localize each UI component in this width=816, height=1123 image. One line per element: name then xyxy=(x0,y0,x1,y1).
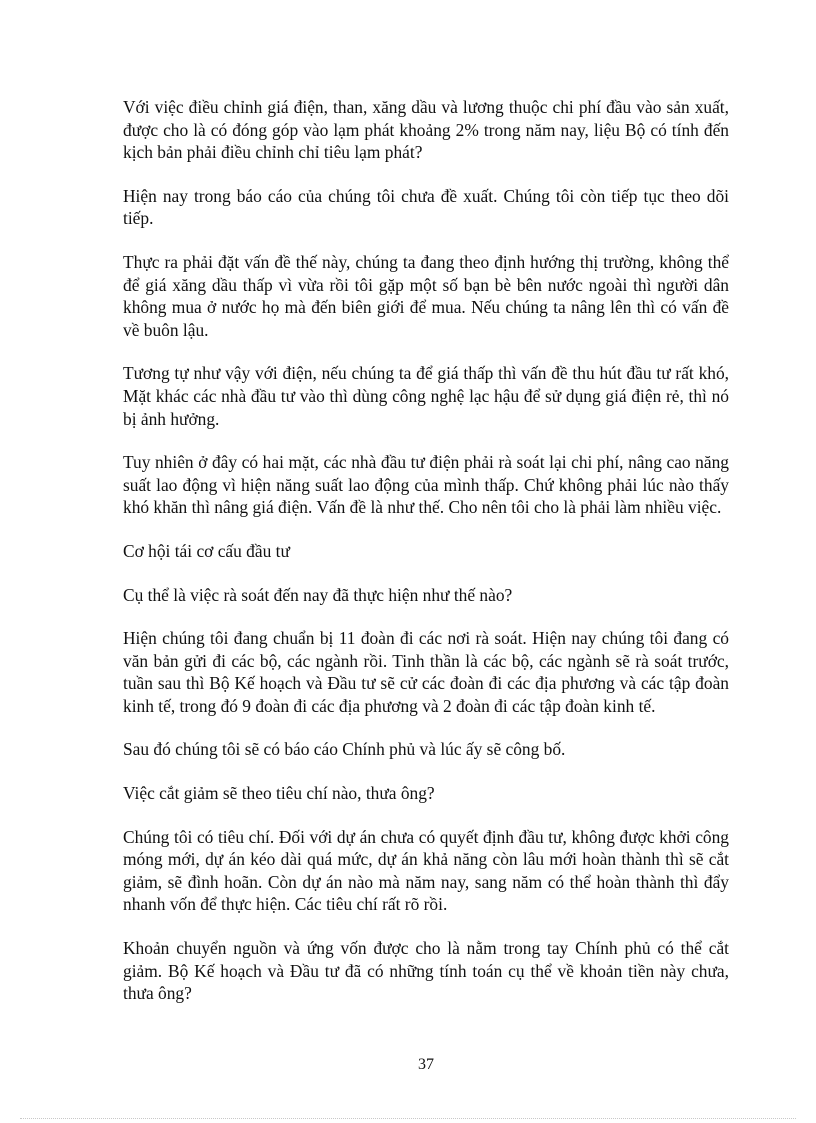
paragraph-electricity-price: Tương tự như vậy với điện, nếu chúng ta để giá thấp thì vấn đề thu hút đầu tư rất khó, Mặt khác các nhà đầu tư vào thì dùng công nghệ lạc hậu để sử dụng giá điện rẻ, thì nó bị ảnh hưởng. xyxy=(123,363,729,429)
paragraph-question-review: Cụ thể là việc rà soát đến nay đã thực hiện như thế nào? xyxy=(123,584,513,605)
paragraph-question-criteria: Việc cắt giảm sẽ theo tiêu chí nào, thưa ông? xyxy=(123,783,435,804)
section-heading-restructuring: Cơ hội tái cơ cấu đầu tư xyxy=(123,540,290,561)
paragraph-market-orientation: Thực ra phải đặt vấn đề thế này, chúng ta đang theo định hướng thị trường, không thể để giá xăng dầu thấp vì vừa rồi tôi gặp một số bạn bè bên nước ngoài thì người dân không mua ở nước họ mà đến biên giới để mua. Nếu chúng ta nâng lên thì có vấn đề về buôn lậu. xyxy=(123,251,729,340)
paragraph-question-funding: Khoản chuyển nguồn và ứng vốn được cho là nằm trong tay Chính phủ có thể cắt giảm. Bộ Kế hoạch và Đầu tư đã có những tính toán cụ thể về khoản tiền này chưa, thưa ông? xyxy=(123,938,729,1004)
document-body xyxy=(123,96,729,1026)
paragraph-answer-not-proposed: Hiện nay trong báo cáo của chúng tôi chưa đề xuất. Chúng tôi còn tiếp tục theo dõi tiếp. xyxy=(123,185,729,229)
paragraph-review-teams: Hiện chúng tôi đang chuẩn bị 11 đoàn đi các nơi rà soát. Hiện nay chúng tôi đang có văn bản gửi đi các bộ, các ngành rồi. Tinh thần là các bộ, các ngành sẽ rà soát trước, tuần sau thì Bộ Kế hoạch và Đầu tư sẽ cử các đoàn đi các địa phương và các tập đoàn kinh tế, trong đó 9 đoàn đi các địa phương và 2 đoàn đi các tập đoàn kinh tế. xyxy=(123,628,729,716)
page-number: 37 xyxy=(418,1056,434,1073)
paragraph-question-inflation: Với việc điều chỉnh giá điện, than, xăng dầu và lương thuộc chi phí đầu vào sản xuất, được cho là có đóng góp vào lạm phát khoảng 2% trong năm nay, liệu Bộ có tính đến kịch bản phải điều chỉnh chỉ tiêu lạm phát? xyxy=(123,97,729,163)
paragraph-two-sides: Tuy nhiên ở đây có hai mặt, các nhà đầu tư điện phải rà soát lại chi phí, nâng cao năng suất lao động vì hiện năng suất lao động của mình thấp. Chứ không phải lúc nào thấy khó khăn thì nâng giá điện. Vấn đề là như thế. Cho nên tôi cho là phải làm nhiều việc. xyxy=(123,452,729,518)
paragraph-criteria: Chúng tôi có tiêu chí. Đối với dự án chưa có quyết định đầu tư, không được khởi công móng mới, dự án kéo dài quá mức, dự án khả năng còn lâu mới hoàn thành thì sẽ cắt giảm, sẽ đình hoãn. Còn dự án nào mà năm nay, sang năm có thể hoàn thành thì đẩy nhanh vốn để thực hiện. Các tiêu chí rất rõ rồi. xyxy=(123,826,729,915)
paragraph-report-government: Sau đó chúng tôi sẽ có báo cáo Chính phủ và lúc ấy sẽ công bố. xyxy=(123,739,566,760)
page-bottom-edge xyxy=(20,1118,796,1119)
